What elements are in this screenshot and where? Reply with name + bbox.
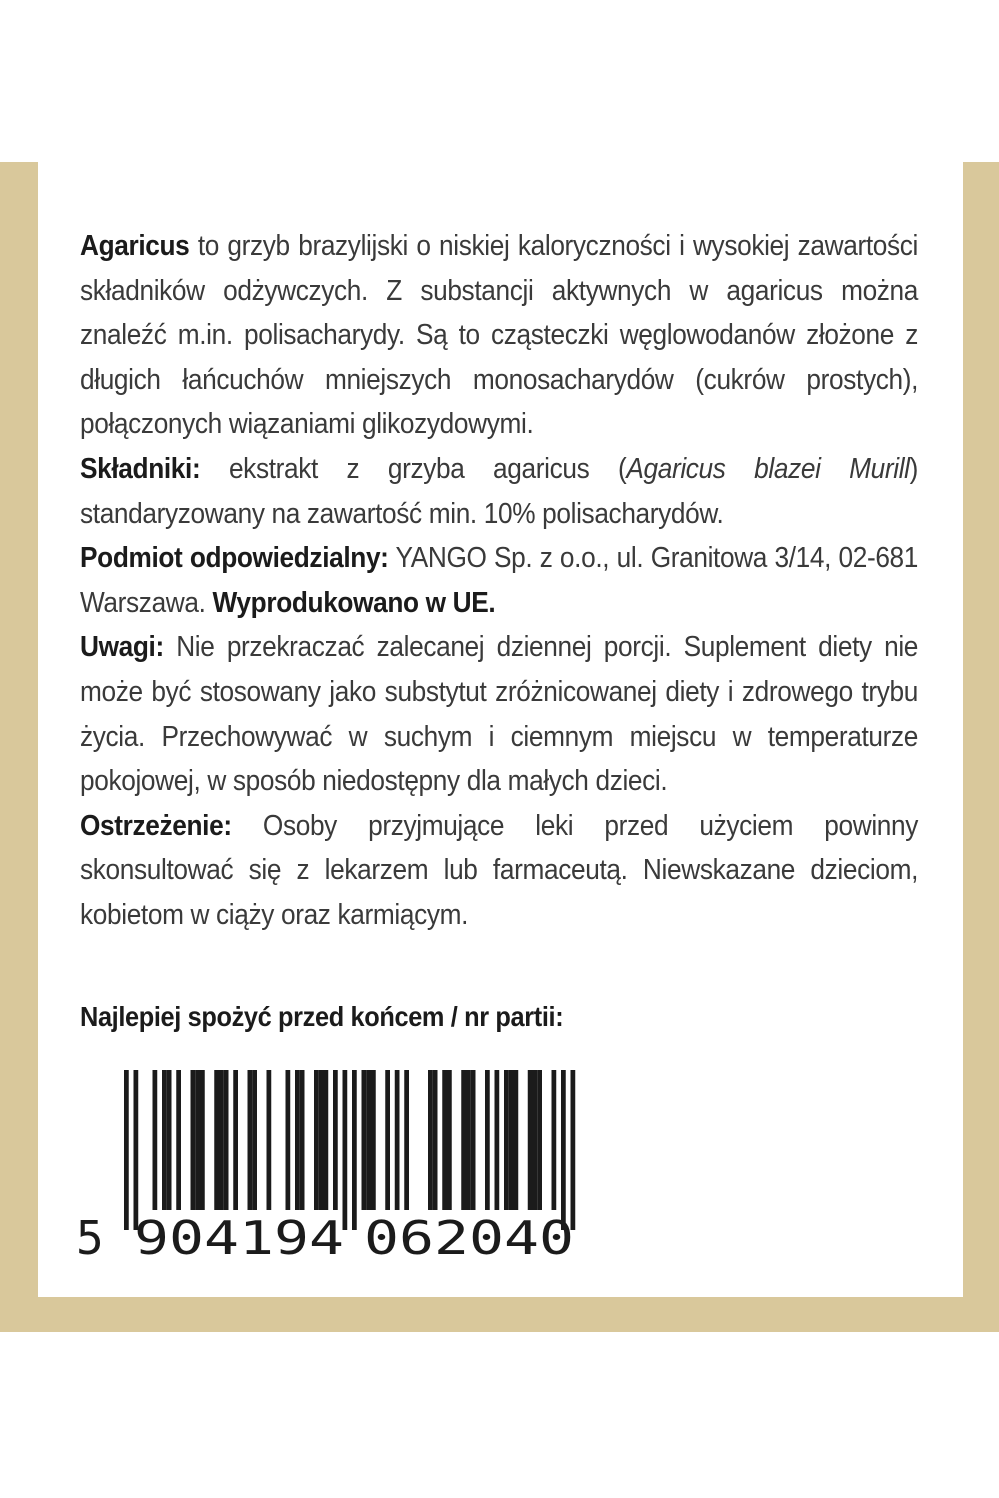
barcode-bar [248,1070,253,1210]
barcode-bar [366,1070,371,1210]
barcode-bar [176,1070,181,1210]
intro-term: Agaricus [80,230,190,262]
best-before-label: Najlepiej spożyć przed końcem / nr partii: [80,1001,564,1032]
barcode-bar [433,1070,438,1210]
ingredients-text-before: ekstrakt z grzyba agaricus ( [200,452,627,485]
barcode-bar [162,1070,167,1210]
barcode-bar [533,1070,538,1210]
ingredients-label: Składniki: [80,452,201,485]
barcode-bar [428,1070,433,1210]
barcode-bar [200,1070,205,1210]
ingredients-paragraph [80,447,918,536]
barcode-bar [552,1070,557,1210]
barcode-bar [352,1070,357,1230]
barcode-bar [314,1070,319,1210]
barcode-bar [509,1070,514,1210]
entity-paragraph [80,536,918,625]
notes-label: Uwagi: [80,631,164,664]
label-text [80,224,919,938]
barcode-bar [343,1070,348,1230]
notes-text: Nie przekraczać zalecanej dziennej porcji. Suplement diety nie może być stosowany jako substytut zróżnicowanej diety i zdrowego trybu życia. Przechowywać w suchym i ciemnym miejscu w temperaturze pokojowej, w sposób niedostępny dla małych dzieci. [80,631,919,798]
barcode-bar [319,1070,324,1210]
barcode-first-digit: 5 [76,1211,104,1265]
notes-paragraph [80,625,918,803]
barcode-bar [167,1070,172,1210]
barcode-bar [442,1070,447,1210]
barcode-bar [267,1070,272,1210]
barcode-bar [371,1070,376,1210]
barcode-bar [571,1070,576,1230]
entity-text: YANGO Sp. z o.o., ul. Granitowa 3/14, 02-681 Warszawa. [80,542,919,619]
barcode-bar [514,1070,519,1210]
barcode-bar [528,1070,533,1210]
ean13-barcode [76,1070,586,1266]
made-in-eu: Wyprodukowano w UE. [212,586,496,619]
barcode-bar [224,1070,229,1210]
barcode-graphic [76,1070,586,1266]
barcode-bar [471,1070,476,1210]
barcode-right-digits: 062040 [364,1211,574,1265]
barcode-bar [252,1070,257,1210]
barcode-bar [466,1070,471,1210]
ingredients-latin-name: Agaricus blazei Murill [626,452,910,485]
barcode-bar [295,1070,300,1210]
barcode-bar [300,1070,305,1210]
barcode-bar [124,1070,129,1230]
barcode-bar [286,1070,291,1210]
barcode-bar [333,1070,338,1210]
barcode-bar [191,1070,196,1210]
warning-label: Ostrzeżenie: [80,809,232,842]
entity-label: Podmiot odpowiedzialny: [80,542,389,575]
barcode-bar [385,1070,390,1210]
barcode-bar [233,1070,238,1210]
barcode-bar [219,1070,224,1210]
ingredients-text-after: ) standaryzowany na zawartość min. 10% polisacharydów. [80,452,919,530]
barcode-bar [485,1070,490,1210]
barcode-bar [461,1070,466,1210]
barcode-bar [214,1070,219,1210]
barcode-bar [537,1070,542,1210]
intro-text: to grzyb brazylijski o niskiej kaloryczności i wysokiej zawartości składników odżywczych. Z substancji aktywnych w agaricus można znaleźć m.in. polisacharydy. Są to cząsteczki węglowodanów złożone z długich łańcuchów mniejszych monosacharydów (cukrów prostych), połączonych wiązaniami glikozydowymi. [80,230,919,441]
barcode-bar [495,1070,500,1210]
barcode-bar [324,1070,329,1210]
intro-paragraph [80,224,918,447]
barcode-bar [447,1070,452,1210]
barcode-bar [134,1070,139,1230]
barcode-left-digits: 904194 [134,1211,344,1265]
barcode-bar [395,1070,400,1210]
barcode-bar [404,1070,409,1210]
barcode-bar [153,1070,158,1210]
barcode-bar [195,1070,200,1210]
barcode-bar [561,1070,566,1230]
barcode-bar [504,1070,509,1210]
warning-paragraph [80,804,918,938]
warning-text: Osoby przyjmujące leki przed użyciem powinny skonsultować się z lekarzem lub farmaceutą. Niewskazane dzieciom, kobietom w ciąży oraz karmiącym. [80,809,919,931]
barcode-bar [362,1070,367,1210]
